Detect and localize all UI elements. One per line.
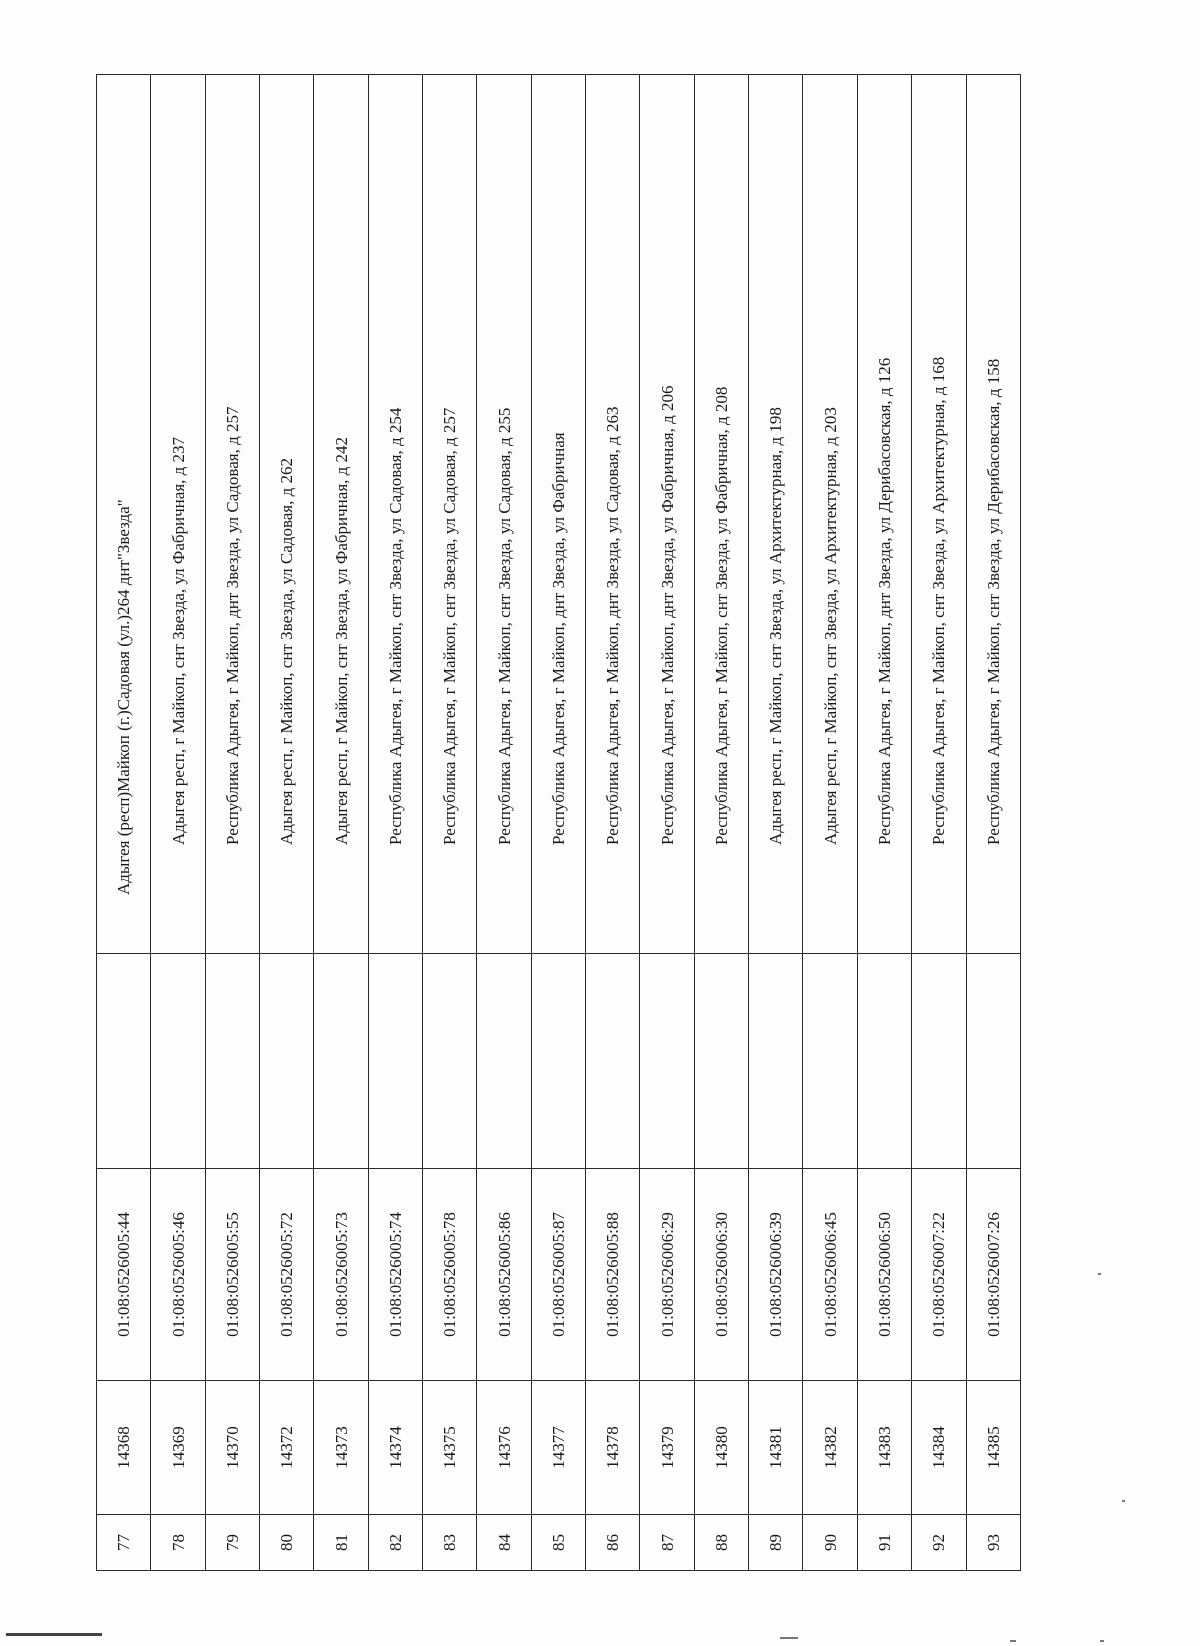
scan-speck [1122,1500,1125,1502]
record-id-cell: 14383 [857,1381,911,1515]
empty-cell [966,954,1021,1169]
address-cell: Республика Адыгея, г Майкоп, снт Звезда, ул Садовая, д 257 [423,75,477,954]
cadastral-number-cell: 01:08:0526006:29 [640,1169,694,1381]
address-cell: Адыгея респ, г Майкоп, снт Звезда, ул Архитектурная, д 203 [803,75,857,954]
row-number-cell: 88 [694,1515,748,1571]
table-row [749,75,803,1571]
table-row [857,75,911,1571]
address-cell: Республика Адыгея, г Майкоп, снт Звезда, ул Дерибасовская, д 158 [966,75,1021,954]
cadastral-number-cell: 01:08:0526005:74 [368,1169,422,1381]
record-id-cell: 14369 [151,1381,205,1515]
scan-speck [1098,1273,1101,1275]
row-number-cell: 79 [205,1515,259,1571]
rotated-table-frame [96,75,1021,1571]
record-id-cell: 14368 [97,1381,151,1515]
table-row [966,75,1021,1571]
record-id-cell: 14384 [912,1381,966,1515]
row-number-cell: 80 [260,1515,314,1571]
record-id-cell: 14385 [966,1381,1021,1515]
table-row [586,75,640,1571]
cadastral-number-cell: 01:08:0526005:78 [423,1169,477,1381]
table-row [640,75,694,1571]
record-id-cell: 14375 [423,1381,477,1515]
empty-cell [531,954,585,1169]
empty-cell [586,954,640,1169]
cadastral-number-cell: 01:08:0526005:87 [531,1169,585,1381]
table-row [368,75,422,1571]
empty-cell [857,954,911,1169]
row-number-cell: 87 [640,1515,694,1571]
table-row [151,75,205,1571]
address-cell: Адыгея респ, г Майкоп, снт Звезда, ул Архитектурная, д 198 [749,75,803,954]
table-row [205,75,259,1571]
address-cell: Республика Адыгея, г Майкоп, днт Звезда, ул Фабричная [531,75,585,954]
row-number-cell: 85 [531,1515,585,1571]
cadastral-number-cell: 01:08:0526005:86 [477,1169,531,1381]
address-cell: Республика Адыгея, г Майкоп, снт Звезда, ул Садовая, д 255 [477,75,531,954]
scan-edge-mark [6,1633,102,1636]
cadastral-number-cell: 01:08:0526005:73 [314,1169,368,1381]
record-id-cell: 14382 [803,1381,857,1515]
record-id-cell: 14374 [368,1381,422,1515]
record-id-cell: 14380 [694,1381,748,1515]
cadastral-number-cell: 01:08:0526006:39 [749,1169,803,1381]
address-cell: Адыгея респ, г Майкоп, снт Звезда, ул Фабричная, д 242 [314,75,368,954]
rotated-table-container [96,75,1021,1571]
record-id-cell: 14376 [477,1381,531,1515]
cadastral-number-cell: 01:08:0526005:72 [260,1169,314,1381]
table-row [423,75,477,1571]
record-id-cell: 14381 [749,1381,803,1515]
address-cell: Республика Адыгея, г Майкоп, снт Звезда, ул Фабричная, д 208 [694,75,748,954]
row-number-cell: 90 [803,1515,857,1571]
record-id-cell: 14378 [586,1381,640,1515]
address-cell: Республика Адыгея, г Майкоп, днт Звезда, ул Садовая, д 263 [586,75,640,954]
cadastral-number-cell: 01:08:0526005:46 [151,1169,205,1381]
address-cell: Республика Адыгея, г Майкоп, днт Звезда, ул Садовая, д 257 [205,75,259,954]
table-row [97,75,151,1571]
row-number-cell: 93 [966,1515,1021,1571]
address-cell: Республика Адыгея, г Майкоп, снт Звезда, ул Архитектурная, д 168 [912,75,966,954]
empty-cell [97,954,151,1169]
cadastral-number-cell: 01:08:0526006:45 [803,1169,857,1381]
empty-cell [803,954,857,1169]
empty-cell [260,954,314,1169]
row-number-cell: 92 [912,1515,966,1571]
address-cell: Адыгея респ, г Майкоп, снт Звезда, ул Фабричная, д 237 [151,75,205,954]
empty-cell [749,954,803,1169]
empty-cell [423,954,477,1169]
table-row [314,75,368,1571]
table-body [97,75,1021,1571]
cadastral-number-cell: 01:08:0526005:88 [586,1169,640,1381]
record-id-cell: 14373 [314,1381,368,1515]
table-row [260,75,314,1571]
table-row [912,75,966,1571]
row-number-cell: 81 [314,1515,368,1571]
record-id-cell: 14377 [531,1381,585,1515]
record-id-cell: 14372 [260,1381,314,1515]
row-number-cell: 84 [477,1515,531,1571]
address-cell: Республика Адыгея, г Майкоп, днт Звезда, ул Дерибасовская, д 126 [857,75,911,954]
scan-speck [780,1637,798,1639]
table-row [694,75,748,1571]
empty-cell [151,954,205,1169]
row-number-cell: 83 [423,1515,477,1571]
empty-cell [205,954,259,1169]
record-id-cell: 14370 [205,1381,259,1515]
cadastral-number-cell: 01:08:0526007:26 [966,1169,1021,1381]
row-number-cell: 91 [857,1515,911,1571]
row-number-cell: 78 [151,1515,205,1571]
row-number-cell: 86 [586,1515,640,1571]
table-row [531,75,585,1571]
row-number-cell: 82 [368,1515,422,1571]
row-number-cell: 77 [97,1515,151,1571]
property-register-table [96,74,1021,1571]
scan-speck [1010,1640,1016,1642]
empty-cell [314,954,368,1169]
scan-speck [1100,1640,1104,1642]
address-cell: Адыгея (респ)Майкоп (г.)Садовая (ул.)264 днт"Звезда" [97,75,151,954]
empty-cell [912,954,966,1169]
cadastral-number-cell: 01:08:0526006:30 [694,1169,748,1381]
cadastral-number-cell: 01:08:0526006:50 [857,1169,911,1381]
table-row [803,75,857,1571]
cadastral-number-cell: 01:08:0526005:44 [97,1169,151,1381]
empty-cell [368,954,422,1169]
record-id-cell: 14379 [640,1381,694,1515]
empty-cell [694,954,748,1169]
table-row [477,75,531,1571]
empty-cell [477,954,531,1169]
address-cell: Республика Адыгея, г Майкоп, днт Звезда, ул Фабричная, д 206 [640,75,694,954]
address-cell: Адыгея респ, г Майкоп, снт Звезда, ул Садовая, д 262 [260,75,314,954]
cadastral-number-cell: 01:08:0526007:22 [912,1169,966,1381]
row-number-cell: 89 [749,1515,803,1571]
cadastral-number-cell: 01:08:0526005:55 [205,1169,259,1381]
empty-cell [640,954,694,1169]
address-cell: Республика Адыгея, г Майкоп, снт Звезда, ул Садовая, д 254 [368,75,422,954]
